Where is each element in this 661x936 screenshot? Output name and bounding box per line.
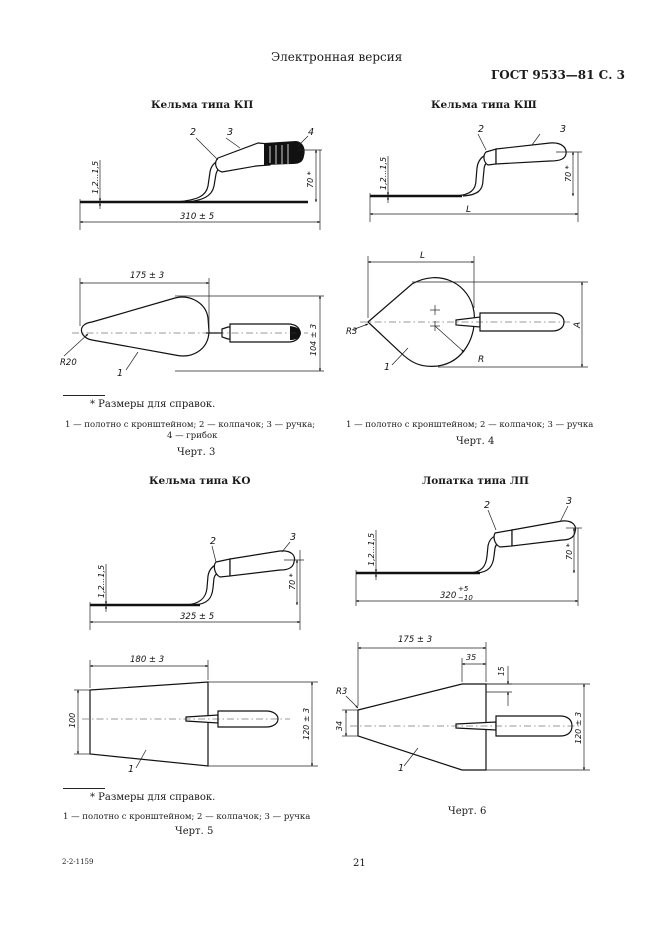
fig4-title: Кельма типа КШ <box>431 99 537 111</box>
fig4-caption: Черт. 4 <box>456 436 495 447</box>
fig5-legend: 1 — полотно с кронштейном; 2 — колпачок; 3 — ручка <box>63 812 311 822</box>
fig4-dim-handle: 70 * <box>564 165 573 182</box>
fig5-dim-width-back: 120 ± 3 <box>302 707 311 740</box>
fig3-pos-1: 1 <box>117 368 124 379</box>
fig6-side-view <box>356 496 582 606</box>
fig6-pos-2: 2 <box>484 500 491 511</box>
fig6-dim-radius-tip: R3 <box>336 687 348 697</box>
fig3-pos-3: 3 <box>227 127 234 138</box>
print-code: 2-2-1159 <box>62 858 94 866</box>
reference-note-2: * Размеры для справок. <box>90 792 216 803</box>
fig6-dim-35: 35 <box>466 653 477 662</box>
fig3-dim-handle: 70 * <box>306 171 315 188</box>
fig3-legend-line2: 4 — грибок <box>167 431 218 441</box>
fig5-plan-view <box>68 655 318 775</box>
fig3-dim-radius: R20 <box>60 358 77 368</box>
fig5-caption: Черт. 5 <box>175 826 214 837</box>
standard-reference: ГОСТ 9533—81 С. 3 <box>491 68 625 82</box>
fig5-pos-2: 2 <box>210 536 217 547</box>
fig4-pos-3: 3 <box>560 124 567 135</box>
fig6-dim-blade-len: 175 ± 3 <box>398 635 433 645</box>
fig4-pos-2: 2 <box>478 124 485 135</box>
fig5-pos-1: 1 <box>128 764 135 775</box>
page-number: 21 <box>353 858 366 869</box>
fig4-pos-1: 1 <box>384 362 391 373</box>
electronic-version-label: Электронная версия <box>271 50 403 64</box>
fig5-dim-handle: 70 * <box>288 573 297 590</box>
fig4-legend: 1 — полотно с кронштейном; 2 — колпачок; 3 — ручка <box>346 420 594 430</box>
fig3-legend-line1: 1 — полотно с кронштейном; 2 — колпачок; 3 — ручка; <box>65 420 316 430</box>
fig6-caption: Черт. 6 <box>448 806 487 817</box>
fig5-dim-height: 1,2...1,5 <box>97 564 106 598</box>
fig6-dim-height: 1,2...1,5 <box>367 532 376 566</box>
fig3-dim-height: 1,2...1,5 <box>91 160 100 194</box>
fig6-dim-tol-minus: −10 <box>458 594 473 602</box>
fig5-dim-width-front: 100 <box>68 712 77 728</box>
fig4-dim-height: 1,2...1,5 <box>379 156 388 190</box>
fig3-dim-overall: 310 ± 5 <box>180 212 215 222</box>
fig5-side-view <box>90 532 304 630</box>
reference-note-1: * Размеры для справок. <box>90 399 216 410</box>
fig6-dim-tip-w: 34 <box>335 720 344 731</box>
fig6-dim-tol-plus: +5 <box>458 585 469 593</box>
fig4-dim-radius: R <box>478 355 485 365</box>
fig3-caption: Черт. 3 <box>177 447 216 458</box>
fig3-dim-blade-len: 175 ± 3 <box>130 271 165 281</box>
fig3-dim-width: 104 ± 3 <box>309 323 318 356</box>
fig4-dim-width: A <box>573 321 583 328</box>
fig4-dim-overall: L <box>466 205 472 215</box>
fig3-plan-view <box>60 271 324 379</box>
fig6-title: Лопатка типа ЛП <box>422 475 529 487</box>
fig6-dim-handle: 70 * <box>565 543 574 560</box>
fig4-dim-blade-len: L <box>420 251 426 261</box>
fig5-pos-3: 3 <box>290 532 297 543</box>
fig4-dim-radius-tip: R3 <box>346 327 358 337</box>
fig6-dim-15: 15 <box>497 666 506 676</box>
fig6-pos-1: 1 <box>398 763 405 774</box>
fig3-pos-2: 2 <box>190 127 197 138</box>
fig3-pos-4: 4 <box>308 127 315 138</box>
fig6-dim-width: 120 ± 3 <box>574 711 583 744</box>
fig5-dim-overall: 325 ± 5 <box>180 612 215 622</box>
fig5-title: Кельма типа КО <box>149 475 251 487</box>
fig6-dim-overall: 320 <box>440 591 457 601</box>
fig3-title: Кельма типа КП <box>151 99 254 111</box>
fig4-side-view <box>370 124 582 222</box>
fig6-plan-view <box>335 635 590 774</box>
fig3-side-view <box>80 127 322 230</box>
fig4-plan-view <box>346 251 588 373</box>
fig5-dim-blade-len: 180 ± 3 <box>130 655 165 665</box>
fig6-pos-3: 3 <box>566 496 573 507</box>
